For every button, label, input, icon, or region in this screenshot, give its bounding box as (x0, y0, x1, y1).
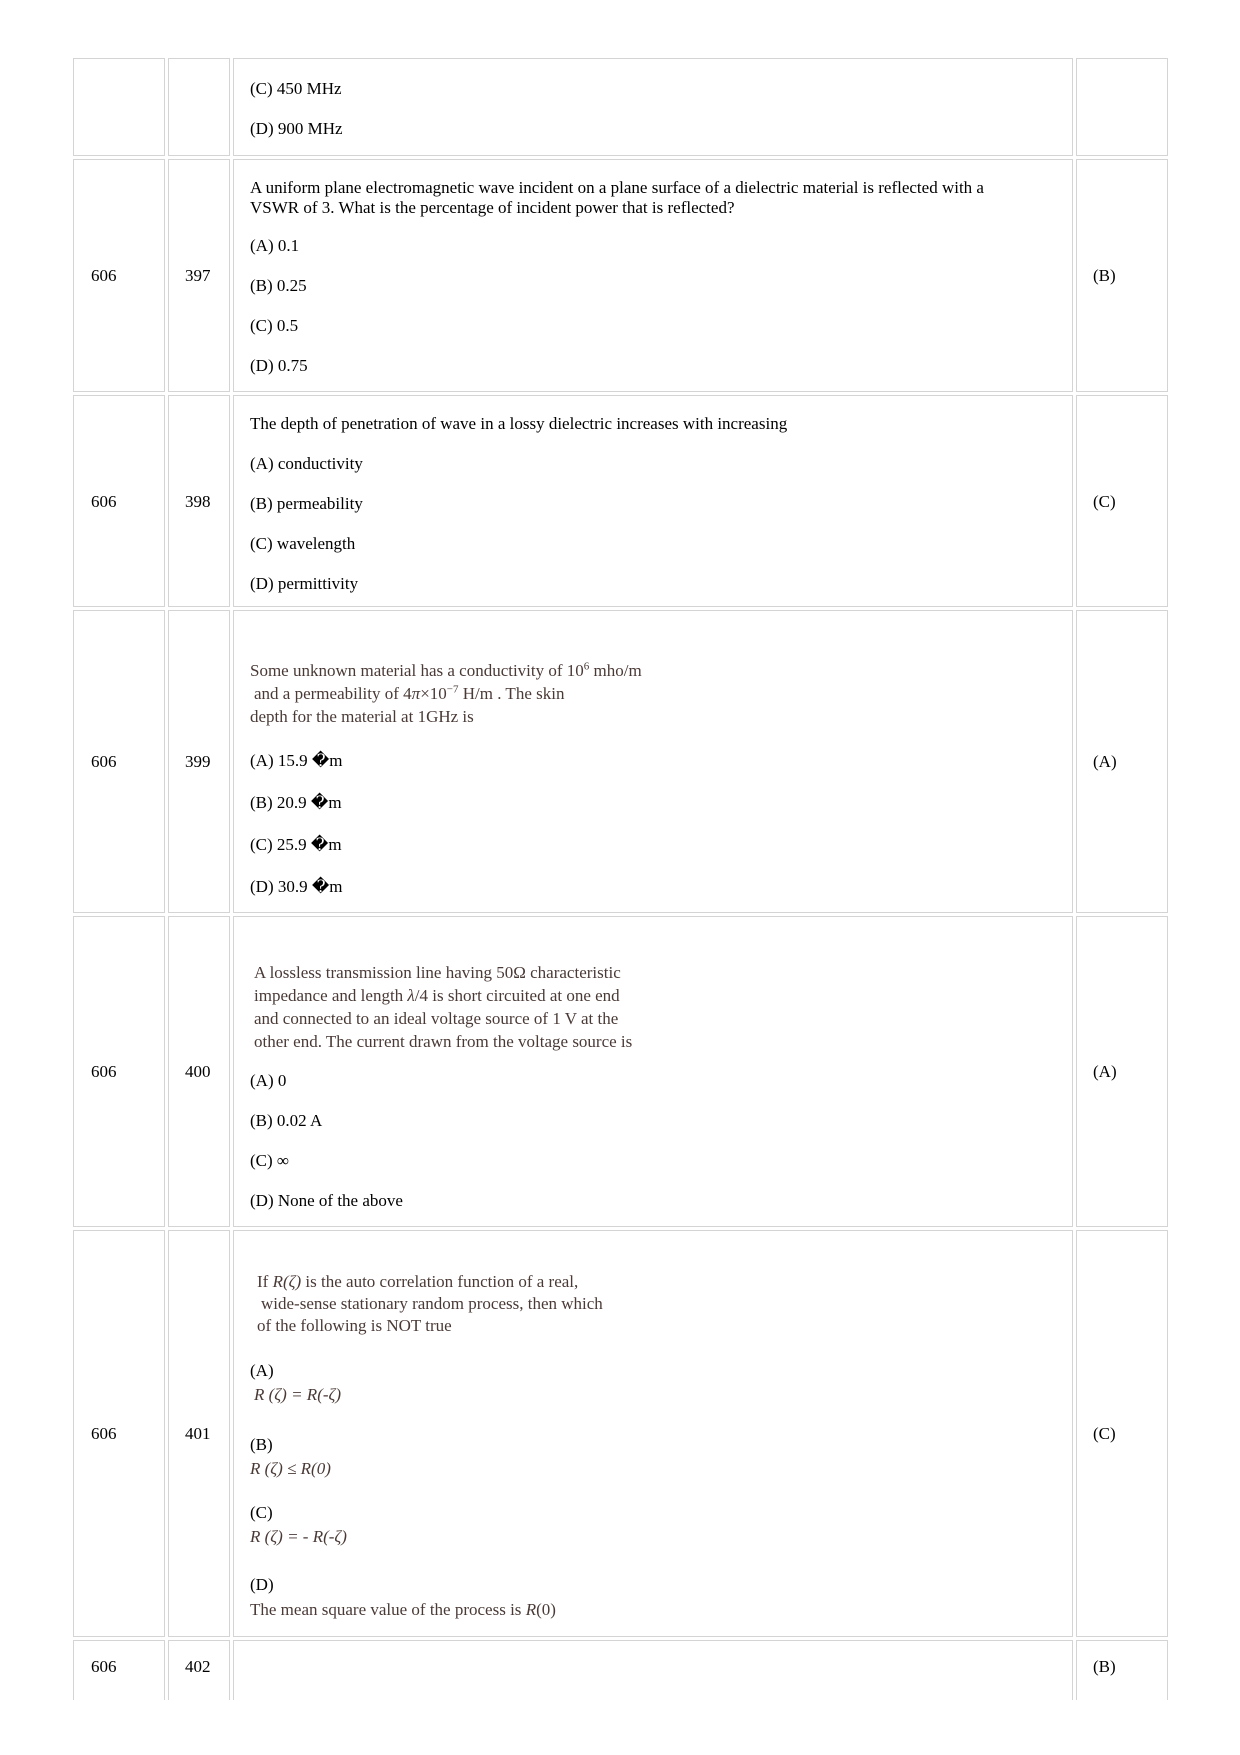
subject-code: 606 (91, 752, 117, 771)
question-line: depth for the material at 1GHz is (250, 707, 474, 726)
question-number: 398 (185, 492, 211, 511)
table-cell-qno (168, 395, 230, 607)
answer-key: (A) (1093, 752, 1117, 771)
option-b: (B) 0.02 A (250, 1111, 323, 1130)
subject-code: 606 (91, 492, 117, 511)
question-image-text (250, 659, 642, 728)
table-cell-subject (73, 610, 165, 913)
table-cell-subject (73, 395, 165, 607)
subject-code: 606 (91, 1424, 117, 1443)
question-line: Some unknown material has a conductivity of $10^6$ mho/m (250, 660, 642, 680)
question-number: 401 (185, 1424, 211, 1443)
table-cell-answer (1076, 1640, 1168, 1700)
question-line: impedance and length λ/4 is short circuited at one end (254, 986, 620, 1005)
question-line: A lossless transmission line having 50Ω characteristic (254, 963, 621, 982)
table-cell-qno (168, 916, 230, 1227)
question-image-text (254, 961, 632, 1053)
table-cell-answer (1076, 916, 1168, 1227)
question-text: The depth of penetration of wave in a lossy dielectric increases with increasing (250, 414, 788, 433)
table-cell-subject (73, 58, 165, 156)
table-cell-qno (168, 1640, 230, 1700)
option-b-label: (B) (250, 1435, 273, 1454)
table-cell-qno (168, 1230, 230, 1637)
table-cell-subject (73, 159, 165, 392)
table-cell-question (233, 916, 1073, 1227)
subject-code: 606 (91, 266, 117, 285)
option-b: (B) 20.9 �m (250, 793, 342, 812)
answer-key: (C) (1093, 492, 1116, 511)
question-text: A uniform plane electromagnetic wave incident on a plane surface of a dielectric material is reflected with a VSWR of 3. What is the percentage of incident power that is reflected? (250, 178, 984, 217)
table-cell-question (233, 1640, 1073, 1700)
table-cell-qno (168, 610, 230, 913)
option-c-label: (C) (250, 1503, 273, 1522)
option-a: (A) 0.1 (250, 236, 300, 255)
subject-code: 606 (91, 1062, 117, 1081)
option-a: (A) 15.9 �m (250, 751, 343, 770)
option-d: (D) 30.9 �m (250, 877, 343, 896)
option-d-label: (D) (250, 1575, 274, 1594)
table-cell-qno (168, 159, 230, 392)
table-cell-qno (168, 58, 230, 156)
answer-key: (B) (1093, 266, 1116, 285)
table-cell-question (233, 159, 1073, 392)
option-b-expression: R (ζ) ≤ R(0) (250, 1459, 331, 1478)
table-cell-subject (73, 1640, 165, 1700)
question-line: and connected to an ideal voltage source of 1 V at the (254, 1009, 619, 1028)
option-d: (D) 0.75 (250, 356, 308, 375)
question-line: If R(ζ) is the auto correlation function of a real, (257, 1272, 579, 1291)
option-c-expression: R (ζ) = - R(-ζ) (250, 1527, 347, 1546)
table-cell-question (233, 610, 1073, 913)
option-c: (C) 450 MHz (250, 79, 342, 98)
table-cell-answer (1076, 610, 1168, 913)
table-cell-subject (73, 1230, 165, 1637)
option-d: (D) None of the above (250, 1191, 403, 1210)
answer-key: (B) (1093, 1657, 1116, 1676)
question-number: 402 (185, 1657, 211, 1676)
option-b: (B) 0.25 (250, 276, 307, 295)
option-a: (A) conductivity (250, 454, 363, 473)
question-line: and a permeability of $4\pi\times 10^{-7}$ H/m . The skin (254, 683, 565, 703)
question-line: of the following is NOT true (257, 1316, 452, 1335)
answer-key: (A) (1093, 1062, 1117, 1081)
option-a-expression: R (ζ) = R(-ζ) (254, 1385, 342, 1404)
answer-key: (C) (1093, 1424, 1116, 1443)
table-cell-question (233, 395, 1073, 607)
subject-code: 606 (91, 1657, 117, 1676)
table-cell-question (233, 58, 1073, 156)
question-image-text (257, 1271, 603, 1337)
question-line: other end. The current drawn from the voltage source is (254, 1032, 633, 1051)
table-cell-answer (1076, 58, 1168, 156)
question-number: 397 (185, 266, 211, 285)
option-a-label: (A) (250, 1361, 274, 1380)
option-d: (D) 900 MHz (250, 119, 343, 138)
table-cell-answer (1076, 395, 1168, 607)
table-cell-subject (73, 916, 165, 1227)
option-c: (C) ∞ (250, 1151, 290, 1170)
option-b: (B) permeability (250, 494, 363, 513)
option-c: (C) wavelength (250, 534, 356, 553)
table-cell-answer (1076, 1230, 1168, 1637)
option-d: (D) permittivity (250, 574, 359, 593)
question-line: wide-sense stationary random process, then which (261, 1294, 603, 1313)
question-number: 400 (185, 1062, 211, 1081)
question-number: 399 (185, 752, 211, 771)
option-a: (A) 0 (250, 1071, 287, 1090)
option-c: (C) 0.5 (250, 316, 299, 335)
option-c: (C) 25.9 �m (250, 835, 342, 854)
table-cell-answer (1076, 159, 1168, 392)
table-cell-question (233, 1230, 1073, 1637)
option-d-expression: The mean square value of the process is R(0) (250, 1600, 556, 1619)
